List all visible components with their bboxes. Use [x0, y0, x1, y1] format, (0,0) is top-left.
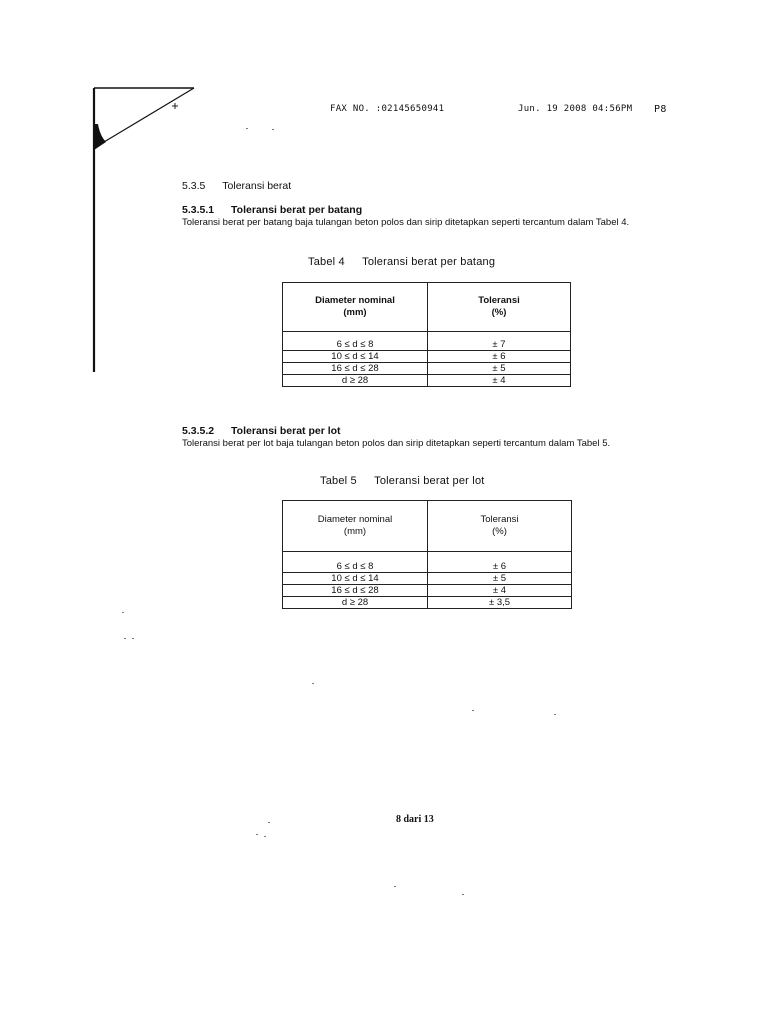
- tolerance-cell: ± 7: [428, 332, 571, 351]
- diameter-cell: 16 ≤ d ≤ 28: [283, 585, 428, 597]
- scan-speck: [312, 683, 314, 684]
- table-5-header-tolerance: Toleransi (%): [428, 501, 572, 552]
- tolerance-cell: ± 4: [428, 375, 571, 387]
- diameter-cell: d ≥ 28: [283, 375, 428, 387]
- table-row: [283, 585, 572, 597]
- diameter-cell: d ≥ 28: [283, 597, 428, 609]
- table-row: [283, 597, 572, 609]
- subsection-2-number: 5.3.5.2: [182, 425, 215, 437]
- table-4-label: Tabel 4: [308, 256, 345, 268]
- tolerance-cell: ± 4: [428, 585, 572, 597]
- tolerance-cell: ± 5: [428, 363, 571, 375]
- table-4-header-tolerance: Toleransi (%): [428, 283, 571, 332]
- table-row: [283, 375, 571, 387]
- table-row: [283, 573, 572, 585]
- table-row: [283, 552, 572, 573]
- scan-speck: [124, 638, 126, 639]
- tolerance-cell: ± 6: [428, 351, 571, 363]
- diameter-cell: 16 ≤ d ≤ 28: [283, 363, 428, 375]
- subsection-1-number: 5.3.5.1: [182, 204, 215, 216]
- table-5-header-row: [283, 501, 572, 552]
- table-4-header-row: [283, 283, 571, 332]
- subsection-1-heading: [182, 204, 362, 216]
- tolerance-cell: ± 3,5: [428, 597, 572, 609]
- table-row: [283, 363, 571, 375]
- subsection-1-title: Toleransi berat per batang: [231, 204, 363, 216]
- table-4-title: Toleransi berat per batang: [362, 256, 496, 268]
- section-number: 5.3.5: [182, 180, 206, 192]
- scan-speck: [264, 836, 266, 837]
- table-4-header-diameter: Diameter nominal (mm): [283, 283, 428, 332]
- diameter-cell: 6 ≤ d ≤ 8: [283, 552, 428, 573]
- scan-speck: [122, 612, 124, 613]
- scan-speck: [472, 710, 474, 711]
- scan-speck: [256, 834, 258, 835]
- tolerance-cell: ± 5: [428, 573, 572, 585]
- table-5-header-diameter: Diameter nominal (mm): [283, 501, 428, 552]
- fax-page-mark: P8: [654, 104, 667, 115]
- scan-edge-mark: [88, 84, 198, 376]
- table-5: [282, 500, 572, 609]
- table-4: [282, 282, 571, 387]
- table-5-title: Toleransi berat per lot: [374, 475, 485, 487]
- scan-speck: [246, 128, 248, 129]
- diameter-cell: 10 ≤ d ≤ 14: [283, 351, 428, 363]
- scan-speck: [462, 894, 464, 895]
- scan-speck: [272, 129, 274, 130]
- subsection-1-paragraph: Toleransi berat per batang baja tulangan beton polos dan sirip ditetapkan seperti tercantum dalam Tabel 4.: [182, 217, 630, 228]
- diameter-cell: 10 ≤ d ≤ 14: [283, 573, 428, 585]
- tolerance-cell: ± 6: [428, 552, 572, 573]
- table-5-label: Tabel 5: [320, 475, 357, 487]
- table-4-caption: [308, 256, 495, 268]
- scan-speck: [554, 714, 556, 715]
- page-number: 8 dari 13: [396, 814, 434, 825]
- scan-speck: [132, 638, 134, 639]
- subsection-2-title: Toleransi berat per lot: [231, 425, 341, 437]
- table-row: [283, 332, 571, 351]
- section-title: Toleransi berat: [222, 180, 292, 192]
- scan-speck: [394, 886, 396, 887]
- section-heading: [182, 180, 291, 192]
- diameter-cell: 6 ≤ d ≤ 8: [283, 332, 428, 351]
- fax-number: FAX NO. :02145650941: [330, 104, 445, 114]
- subsection-2-paragraph: Toleransi berat per lot baja tulangan beton polos dan sirip ditetapkan seperti tercantum dalam Tabel 5.: [182, 438, 611, 449]
- scan-speck: [268, 822, 270, 823]
- subsection-2-heading: [182, 425, 341, 437]
- table-5-caption: [320, 475, 485, 487]
- fax-date-time: Jun. 19 2008 04:56PM: [518, 104, 633, 114]
- table-row: [283, 351, 571, 363]
